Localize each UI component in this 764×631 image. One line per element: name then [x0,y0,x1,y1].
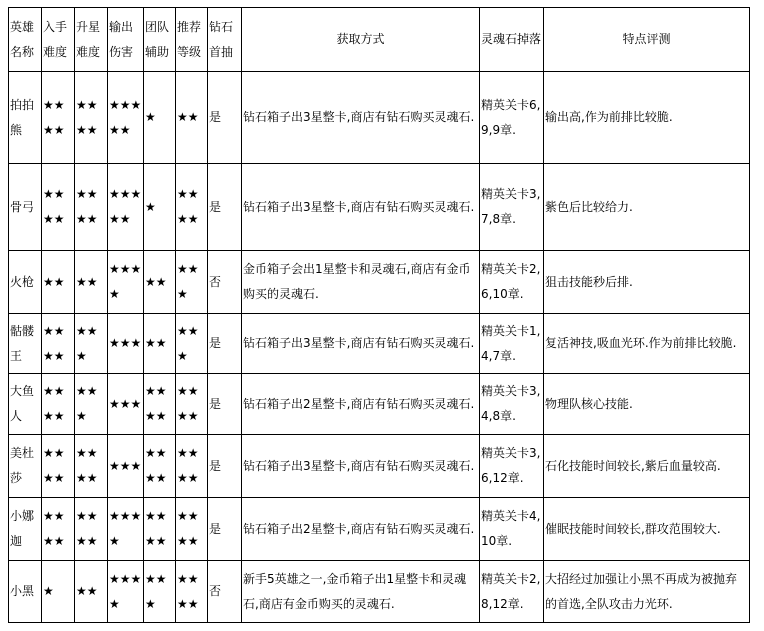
header-shard-drop: 灵魂石掉落 [480,8,544,72]
shard-drop: 精英关卡2,6,10章. [480,251,544,314]
hero-name: 小黑 [9,561,42,623]
hero-name: 大鱼人 [9,374,42,435]
shard-drop: 精英关卡3,4,8章. [480,374,544,435]
source-text: 钻石箱子出3星整卡,商店有钻石购买灵魂石. [242,314,480,374]
diamond-first-draw: 是 [208,72,242,164]
header-row [9,8,750,72]
upgrade-stars: ★★★ [75,314,108,374]
source-text: 钻石箱子出3星整卡,商店有钻石购买灵魂石. [242,72,480,164]
comment-text: 紫色后比较给力. [544,164,750,251]
entry-stars: ★★★★ [42,164,75,251]
team-stars: ★★★ [144,561,176,623]
shard-drop: 精英关卡3,6,12章. [480,435,544,498]
hero-rating-table [8,7,750,623]
upgrade-stars: ★★ [75,561,108,623]
team-stars: ★ [144,72,176,164]
comment-text: 催眠技能时间较长,群攻范围较大. [544,498,750,561]
hero-name: 小娜迦 [9,498,42,561]
entry-stars: ★ [42,561,75,623]
upgrade-stars: ★★★★ [75,498,108,561]
comment-text: 复活神技,吸血光环.作为前排比较脆. [544,314,750,374]
table-row [9,251,750,314]
diamond-first-draw: 是 [208,498,242,561]
comment-text: 石化技能时间较长,紫后血量较高. [544,435,750,498]
hero-name: 拍拍熊 [9,72,42,164]
output-stars: ★★★★★ [108,72,144,164]
upgrade-stars: ★★★★ [75,435,108,498]
recommend-stars: ★★★★ [176,164,208,251]
hero-name: 骷髅王 [9,314,42,374]
output-stars: ★★★ [108,314,144,374]
recommend-stars: ★★★★ [176,435,208,498]
entry-stars: ★★★★ [42,314,75,374]
header-hero-name: 英雄名称 [9,8,42,72]
hero-name: 火枪 [9,251,42,314]
recommend-stars: ★★★★ [176,374,208,435]
source-text: 新手5英雄之一,金币箱子出1星整卡和灵魂石,商店有金币购买的灵魂石. [242,561,480,623]
entry-stars: ★★★★ [42,435,75,498]
team-stars: ★★★★ [144,498,176,561]
table-row [9,72,750,164]
source-text: 钻石箱子出3星整卡,商店有钻石购买灵魂石. [242,164,480,251]
shard-drop: 精英关卡2,8,12章. [480,561,544,623]
output-stars: ★★★ [108,374,144,435]
source-text: 金币箱子会出1星整卡和灵魂石,商店有金币购买的灵魂石. [242,251,480,314]
table-row [9,314,750,374]
output-stars: ★★★★★ [108,164,144,251]
hero-name: 美杜莎 [9,435,42,498]
upgrade-stars: ★★★★ [75,164,108,251]
header-comment: 特点评测 [544,8,750,72]
table-row [9,374,750,435]
team-stars: ★★★★ [144,435,176,498]
recommend-stars: ★★★ [176,251,208,314]
diamond-first-draw: 是 [208,435,242,498]
recommend-stars: ★★ [176,72,208,164]
table-row [9,561,750,623]
upgrade-stars: ★★ [75,251,108,314]
entry-stars: ★★★★ [42,374,75,435]
diamond-first-draw: 是 [208,374,242,435]
upgrade-stars: ★★★★ [75,72,108,164]
diamond-first-draw: 否 [208,251,242,314]
shard-drop: 精英关卡4,10章. [480,498,544,561]
entry-stars: ★★ [42,251,75,314]
header-team-support: 团队辅助 [144,8,176,72]
recommend-stars: ★★★★ [176,498,208,561]
header-recommend-level: 推荐等级 [176,8,208,72]
entry-stars: ★★★★ [42,498,75,561]
output-stars: ★★★★ [108,251,144,314]
diamond-first-draw: 是 [208,164,242,251]
comment-text: 大招经过加强让小黑不再成为被抛弃的首选,全队攻击力光环. [544,561,750,623]
entry-stars: ★★★★ [42,72,75,164]
shard-drop: 精英关卡3,7,8章. [480,164,544,251]
diamond-first-draw: 是 [208,314,242,374]
output-stars: ★★★★ [108,561,144,623]
team-stars: ★★★★ [144,374,176,435]
team-stars: ★★ [144,251,176,314]
header-diamond-first-draw: 钻石首抽 [208,8,242,72]
source-text: 钻石箱子出2星整卡,商店有钻石购买灵魂石. [242,498,480,561]
recommend-stars: ★★★ [176,314,208,374]
header-upgrade-difficulty: 升星难度 [75,8,108,72]
source-text: 钻石箱子出2星整卡,商店有钻石购买灵魂石. [242,374,480,435]
comment-text: 狙击技能秒后排. [544,251,750,314]
table-row [9,435,750,498]
diamond-first-draw: 否 [208,561,242,623]
shard-drop: 精英关卡6,9,9章. [480,72,544,164]
upgrade-stars: ★★★ [75,374,108,435]
header-source: 获取方式 [242,8,480,72]
comment-text: 输出高,作为前排比较脆. [544,72,750,164]
team-stars: ★ [144,164,176,251]
comment-text: 物理队核心技能. [544,374,750,435]
source-text: 钻石箱子出3星整卡,商店有钻石购买灵魂石. [242,435,480,498]
header-output-damage: 输出伤害 [108,8,144,72]
table-row [9,498,750,561]
team-stars: ★★ [144,314,176,374]
shard-drop: 精英关卡1,4,7章. [480,314,544,374]
table-row [9,164,750,251]
recommend-stars: ★★★★ [176,561,208,623]
output-stars: ★★★★ [108,498,144,561]
hero-name: 骨弓 [9,164,42,251]
header-entry-difficulty: 入手难度 [42,8,75,72]
output-stars: ★★★ [108,435,144,498]
